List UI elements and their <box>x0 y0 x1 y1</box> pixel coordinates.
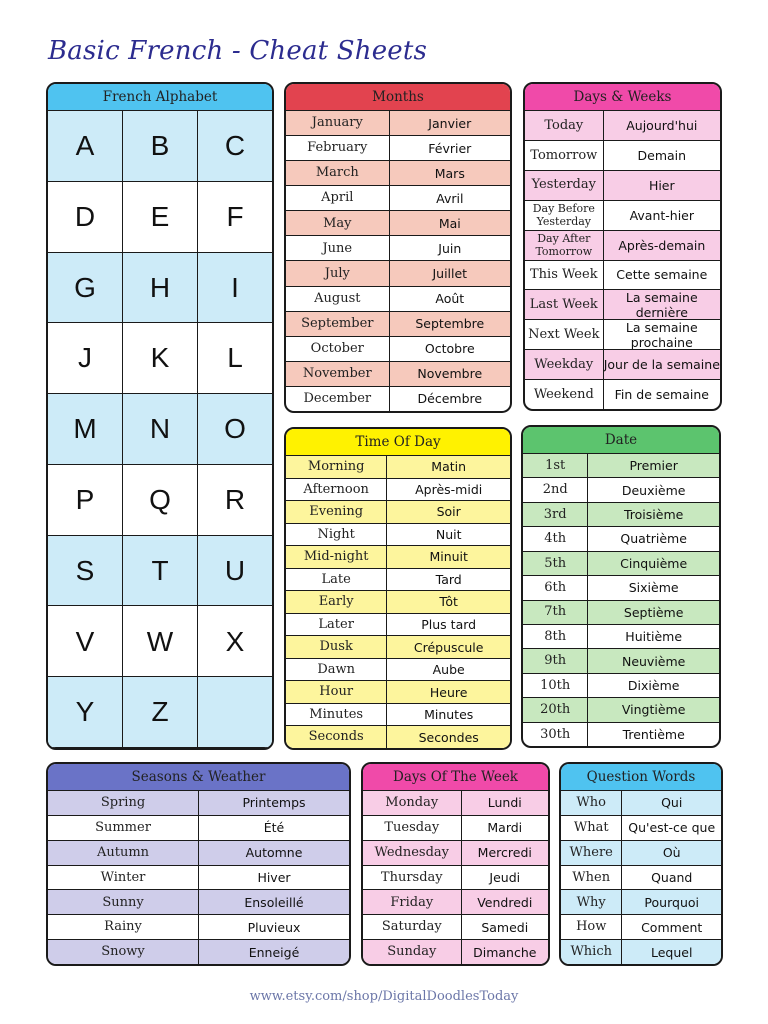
english-word: 20th <box>523 698 588 721</box>
french-word: Septième <box>623 604 684 620</box>
french-word: Comment <box>641 919 703 935</box>
french-word: Quand <box>651 870 693 885</box>
english-word: Evening <box>286 501 387 523</box>
question-words-table <box>561 791 721 964</box>
english-word: Day After Tomorrow <box>525 231 604 260</box>
french-word: Novembre <box>417 366 483 382</box>
french-word: Tard <box>435 571 462 587</box>
vocab-row <box>525 201 720 231</box>
english-word: How <box>561 915 622 939</box>
english-word: Rainy <box>48 915 199 939</box>
english-word: Late <box>286 569 387 591</box>
shop-url-footer[interactable]: www.etsy.com/shop/DigitalDoodlesToday <box>249 989 519 1004</box>
french-word: Printemps <box>242 795 306 811</box>
english-word: Friday <box>363 890 462 914</box>
english-word: Early <box>286 591 387 613</box>
alphabet-letter: D <box>48 182 123 252</box>
french-word: Samedi <box>481 919 529 935</box>
vocab-row <box>286 591 510 614</box>
french-word: Qu'est-ce que <box>628 820 716 836</box>
vocab-row <box>561 890 721 915</box>
french-word: Vendredi <box>477 894 533 910</box>
english-word: Minutes <box>286 704 387 726</box>
time-of-day-card <box>284 427 512 750</box>
vocab-row <box>286 362 510 387</box>
alphabet-letter: V <box>48 606 123 676</box>
french-word: Mercredi <box>477 845 532 861</box>
vocab-row <box>286 726 510 748</box>
english-word: Dusk <box>286 636 387 658</box>
alphabet-row <box>48 465 272 536</box>
vocab-row <box>523 503 719 527</box>
french-word: Aujourd'hui <box>626 117 698 133</box>
french-word: Ensoleillé <box>244 894 304 910</box>
days-of-week-table <box>363 791 548 964</box>
vocab-row <box>48 866 349 891</box>
alphabet-letter: B <box>123 111 198 181</box>
alphabet-letter: Y <box>48 677 123 747</box>
english-word: 7th <box>523 601 588 624</box>
english-word: 4th <box>523 527 588 550</box>
french-word: Deuxième <box>621 482 686 498</box>
alphabet-letter: A <box>48 111 123 181</box>
english-word: 9th <box>523 649 588 672</box>
vocab-row <box>363 940 548 964</box>
vocab-row <box>363 791 548 816</box>
vocab-row <box>286 387 510 411</box>
vocab-row <box>363 866 548 891</box>
english-word: July <box>286 261 390 285</box>
vocab-row <box>286 501 510 524</box>
french-word: Été <box>263 820 285 836</box>
seasons-weather-card <box>46 762 351 966</box>
english-word: Afternoon <box>286 479 387 501</box>
english-word: 2nd <box>523 478 588 501</box>
french-word: Vingtième <box>621 702 686 718</box>
english-word: Tomorrow <box>525 141 604 170</box>
french-word: Juillet <box>432 266 468 281</box>
french-word: Nuit <box>435 526 462 542</box>
vocab-row <box>286 704 510 727</box>
english-word: Sunny <box>48 890 199 914</box>
english-word: Weekday <box>525 350 604 379</box>
alphabet-letter: H <box>123 253 198 323</box>
english-word: June <box>286 236 390 260</box>
french-word: Sixième <box>628 580 679 596</box>
vocab-row <box>286 479 510 502</box>
vocab-row <box>363 841 548 866</box>
english-word: Wednesday <box>363 841 462 865</box>
french-word: Neuvième <box>621 653 686 669</box>
english-word: This Week <box>525 261 604 290</box>
french-word: Janvier <box>428 115 472 131</box>
vocab-row <box>48 841 349 866</box>
seasons-weather-header: Seasons & Weather <box>48 764 349 791</box>
french-word: Jour de la semaine <box>603 357 720 373</box>
vocab-row <box>48 890 349 915</box>
alphabet-row <box>48 111 272 182</box>
date-table <box>523 454 719 746</box>
vocab-row <box>525 290 720 320</box>
alphabet-letter <box>198 677 272 747</box>
alphabet-letter: S <box>48 536 123 606</box>
english-word: Why <box>561 890 622 914</box>
months-card <box>284 82 512 413</box>
english-word: Weekend <box>525 380 604 409</box>
french-word: Enneigé <box>248 944 300 960</box>
vocab-row <box>525 171 720 201</box>
months-table <box>286 111 510 411</box>
alphabet-letter: M <box>48 394 123 464</box>
alphabet-row <box>48 677 272 748</box>
french-word: Février <box>428 140 472 156</box>
alphabet-letter: P <box>48 465 123 535</box>
days-of-week-header: Days Of The Week <box>363 764 548 791</box>
question-words-header: Question Words <box>561 764 721 791</box>
french-word: Tôt <box>439 594 458 610</box>
english-word: 8th <box>523 625 588 648</box>
vocab-row <box>286 636 510 659</box>
date-header: Date <box>523 427 719 454</box>
french-word: Lequel <box>650 944 693 960</box>
french-word: Huitième <box>625 629 683 645</box>
vocab-row <box>286 136 510 161</box>
vocab-row <box>48 915 349 940</box>
vocab-row <box>525 231 720 261</box>
french-word: La semaine dernière <box>625 290 698 320</box>
english-word: 5th <box>523 552 588 575</box>
vocab-row <box>286 111 510 136</box>
vocab-row <box>561 940 721 964</box>
vocab-row <box>525 261 720 291</box>
english-word: 30th <box>523 723 588 746</box>
months-header: Months <box>286 84 510 111</box>
english-word: Tuesday <box>363 816 462 840</box>
french-word: Où <box>662 845 681 861</box>
vocab-row <box>286 236 510 261</box>
alphabet-letter: N <box>123 394 198 464</box>
vocab-row <box>363 816 548 841</box>
vocab-row <box>286 287 510 312</box>
alphabet-letter: Z <box>123 677 198 747</box>
alphabet-letter: X <box>225 625 245 657</box>
alphabet-letter: T <box>123 536 198 606</box>
french-word: Soir <box>436 504 461 520</box>
vocab-row <box>525 141 720 171</box>
alphabet-header: French Alphabet <box>48 84 272 111</box>
vocab-row <box>363 890 548 915</box>
english-word: December <box>286 387 390 411</box>
vocab-row <box>286 456 510 479</box>
english-word: Thursday <box>363 866 462 890</box>
french-word: Hier <box>648 177 675 193</box>
french-word: Plus tard <box>421 616 477 632</box>
english-word: Last Week <box>525 290 604 319</box>
french-word: Juin <box>438 240 462 256</box>
vocab-row <box>286 524 510 547</box>
vocab-row <box>561 841 721 866</box>
english-word: September <box>286 312 390 336</box>
vocab-row <box>525 111 720 141</box>
french-word: Avril <box>436 190 464 206</box>
alphabet-letter: E <box>123 182 198 252</box>
vocab-row <box>523 601 719 625</box>
english-word: February <box>286 136 390 160</box>
french-word: Troisième <box>624 507 684 523</box>
english-word: Next Week <box>525 320 604 349</box>
french-word: Cette semaine <box>616 267 708 283</box>
english-word: What <box>561 816 622 840</box>
french-word: Quatrième <box>620 531 687 547</box>
english-word: Saturday <box>363 915 462 939</box>
english-word: August <box>286 287 390 311</box>
seasons-weather-table <box>48 791 349 964</box>
time-of-day-table <box>286 456 510 748</box>
english-word: Summer <box>48 816 199 840</box>
english-word: When <box>561 866 622 890</box>
english-word: Monday <box>363 791 462 815</box>
french-word: Mardi <box>487 820 523 836</box>
english-word: 3rd <box>523 503 588 526</box>
vocab-row <box>523 698 719 722</box>
vocab-row <box>286 659 510 682</box>
english-word: Snowy <box>48 940 199 964</box>
french-word: Pourquoi <box>644 894 699 910</box>
alphabet-letter: L <box>227 342 243 374</box>
french-word: Secondes <box>418 729 479 745</box>
days-of-week-card <box>361 762 550 966</box>
french-word: Crépuscule <box>413 639 484 655</box>
french-word: Après-midi <box>415 481 483 497</box>
english-word: April <box>286 186 390 210</box>
alphabet-grid <box>48 111 272 748</box>
alphabet-letter: W <box>123 606 198 676</box>
vocab-row <box>523 625 719 649</box>
alphabet-row <box>48 536 272 607</box>
vocab-row <box>523 478 719 502</box>
vocab-row <box>523 527 719 551</box>
english-word: Which <box>561 940 622 964</box>
days-weeks-header: Days & Weeks <box>525 84 720 111</box>
english-word: Spring <box>48 791 199 815</box>
vocab-row <box>286 546 510 569</box>
alphabet-letter: O <box>224 413 246 445</box>
vocab-row <box>48 791 349 816</box>
time-of-day-header: Time Of Day <box>286 429 510 456</box>
french-word: Cinquième <box>620 555 688 571</box>
days-weeks-card <box>523 82 722 411</box>
alphabet-letter: R <box>224 484 246 515</box>
alphabet-card <box>46 82 274 750</box>
english-word: 6th <box>523 576 588 599</box>
english-word: Morning <box>286 456 387 478</box>
english-word: Autumn <box>48 841 199 865</box>
question-words-card <box>559 762 723 966</box>
alphabet-letter: G <box>48 253 123 323</box>
page-title: Basic French - Cheat Sheets <box>48 36 428 66</box>
french-word: Mai <box>438 215 461 231</box>
alphabet-letter: F <box>226 200 244 232</box>
alphabet-letter: C <box>224 130 246 162</box>
vocab-row <box>48 940 349 964</box>
alphabet-row <box>48 606 272 677</box>
french-word: Demain <box>637 147 687 163</box>
english-word: Sunday <box>363 940 462 964</box>
date-card <box>521 425 721 748</box>
english-word: 1st <box>523 454 588 477</box>
french-word: Premier <box>629 458 678 474</box>
french-word: Automne <box>245 845 303 861</box>
english-word: Winter <box>48 866 199 890</box>
english-word: Seconds <box>286 726 387 748</box>
french-word: Hiver <box>257 870 291 885</box>
french-word: Minutes <box>424 707 474 723</box>
french-word: Dimanche <box>473 944 537 960</box>
french-word: Heure <box>429 684 468 700</box>
french-word: Décembre <box>417 391 483 407</box>
alphabet-row <box>48 253 272 324</box>
vocab-row <box>525 320 720 350</box>
french-word: Août <box>435 291 465 307</box>
vocab-row <box>286 211 510 236</box>
english-word: Today <box>525 111 604 140</box>
french-word: Pluvieux <box>247 919 301 935</box>
vocab-row <box>525 350 720 380</box>
vocab-row <box>525 380 720 409</box>
french-word: Lundi <box>487 795 522 811</box>
french-word: Fin de semaine <box>614 387 709 403</box>
french-word: Septembre <box>415 316 485 332</box>
vocab-row <box>286 337 510 362</box>
vocab-row <box>286 186 510 211</box>
vocab-row <box>363 915 548 940</box>
english-word: March <box>286 161 390 185</box>
alphabet-row <box>48 182 272 253</box>
french-word: Trentième <box>622 726 685 742</box>
english-word: Where <box>561 841 622 865</box>
alphabet-letter: I <box>231 271 239 303</box>
alphabet-letter: U <box>224 554 246 586</box>
french-word: Aube <box>432 662 465 678</box>
french-word: Dixième <box>627 678 680 693</box>
alphabet-row <box>48 394 272 465</box>
english-word: Day Before Yesterday <box>525 201 604 230</box>
vocab-row <box>286 312 510 337</box>
french-word: Après-demain <box>618 237 706 253</box>
days-weeks-table <box>525 111 720 409</box>
alphabet-letter: K <box>123 323 198 393</box>
english-word: Hour <box>286 681 387 703</box>
vocab-row <box>523 552 719 576</box>
vocab-row <box>286 569 510 592</box>
english-word: October <box>286 337 390 361</box>
vocab-row <box>561 866 721 891</box>
vocab-row <box>523 723 719 746</box>
alphabet-letter: J <box>48 323 123 393</box>
french-word: Qui <box>661 795 683 811</box>
vocab-row <box>561 915 721 940</box>
french-word: La semaine prochaine <box>625 320 698 350</box>
english-word: Mid-night <box>286 546 387 568</box>
english-word: Dawn <box>286 659 387 681</box>
vocab-row <box>523 576 719 600</box>
english-word: January <box>286 111 390 135</box>
english-word: November <box>286 362 390 386</box>
vocab-row <box>523 454 719 478</box>
vocab-row <box>523 649 719 673</box>
french-word: Jeudi <box>489 870 521 885</box>
vocab-row <box>286 614 510 637</box>
vocab-row <box>286 681 510 704</box>
english-word: Night <box>286 524 387 546</box>
english-word: May <box>286 211 390 235</box>
alphabet-letter: Q <box>123 465 198 535</box>
french-word: Avant-hier <box>629 207 695 223</box>
english-word: Yesterday <box>525 171 604 200</box>
english-word: 10th <box>523 674 588 697</box>
english-word: Later <box>286 614 387 636</box>
french-word: Octobre <box>424 341 475 357</box>
english-word: Who <box>561 791 622 815</box>
vocab-row <box>286 161 510 186</box>
alphabet-row <box>48 323 272 394</box>
vocab-row <box>561 791 721 816</box>
vocab-row <box>561 816 721 841</box>
french-word: Minuit <box>429 549 468 565</box>
vocab-row <box>523 674 719 698</box>
vocab-row <box>48 816 349 841</box>
vocab-row <box>286 261 510 286</box>
french-word: Mars <box>434 165 465 181</box>
french-word: Matin <box>431 459 467 475</box>
